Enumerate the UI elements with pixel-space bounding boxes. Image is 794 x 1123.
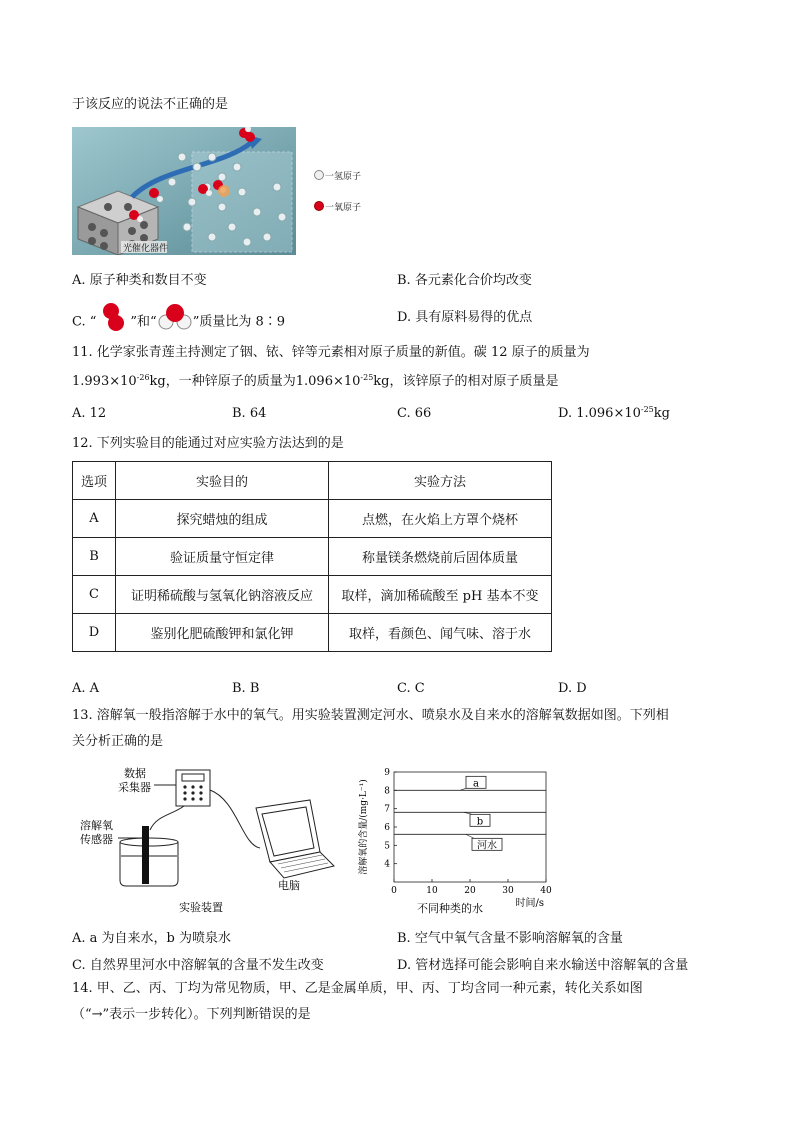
x-tick-label: 0 [391, 886, 397, 896]
header-method: 实验方法 [329, 462, 552, 500]
table-row [73, 500, 552, 538]
q12-option-c[interactable]: C. C [397, 681, 425, 696]
hydrogen-atom-icon [314, 170, 324, 180]
chart-svg [350, 762, 560, 918]
q12-option-b[interactable]: B. B [232, 681, 260, 696]
zinc-mass-exponent: -25 [360, 373, 374, 382]
q12-table [72, 461, 552, 652]
experiment-apparatus [72, 760, 342, 920]
q11-line2-end: kg，该锌原子的相对原子质量是 [373, 374, 559, 389]
x-tick-label: 20 [464, 886, 476, 896]
zoom-frame [192, 152, 292, 252]
q14-line2: （“→”表示一步转化）。下列判断错误的是 [72, 1007, 311, 1022]
sensor-label-1: 溶解氧 [80, 819, 113, 832]
table-cell: 证明稀硫酸与氢氧化钠溶液反应 [116, 576, 329, 614]
collector-label-2: 采集器 [118, 781, 151, 794]
q10-option-a[interactable]: A. 原子种类和数目不变 [72, 273, 207, 288]
laptop-computer [256, 800, 334, 878]
q11-line2-mid: kg，一种锌原子的质量为 [149, 374, 296, 389]
table-row [73, 538, 552, 576]
header-option: 选项 [73, 462, 116, 500]
apparatus-svg [72, 760, 342, 920]
series-leader-line [466, 834, 474, 838]
header-purpose: 实验目的 [116, 462, 329, 500]
q10-option-c[interactable] [72, 302, 285, 330]
table-cell: 称量镁条燃烧前后固体质量 [329, 538, 552, 576]
legend-oxygen [314, 200, 361, 213]
y-tick-label: 5 [384, 841, 390, 852]
q13-option-c[interactable]: C. 自然界里河水中溶解氧的含量不发生改变 [72, 958, 324, 973]
q12-stem: 12. 下列实验目的能通过对应实验方法达到的是 [72, 436, 344, 451]
table-row [73, 576, 552, 614]
q13-option-a[interactable]: A. a 为自来水，b 为喷泉水 [72, 931, 231, 946]
table-cell: 点燃，在火焰上方罩个烧杯 [329, 500, 552, 538]
apparatus-caption: 实验装置 [179, 901, 223, 914]
zinc-mass-base: 1.096×10 [295, 374, 361, 389]
series-label-b: b [476, 816, 484, 828]
q13-line1: 13. 溶解氧一般指溶解于水中的氧气。用实验装置测定河水、喷泉水及自来水的溶解氧数据如图。下列相 [72, 708, 669, 723]
legend-hydrogen [314, 169, 361, 182]
q11-option-b[interactable]: B. 64 [232, 406, 267, 421]
dissolved-oxygen-chart [350, 762, 560, 918]
table-cell: D [73, 614, 116, 652]
table-cell: 探究蜡烛的组成 [116, 500, 329, 538]
table-header-row [73, 462, 552, 500]
x-tick-label: 40 [540, 886, 552, 896]
option-c-prefix: C. “ [72, 314, 97, 330]
table-cell: A [73, 500, 116, 538]
q11-line1: 11. 化学家张青莲主持测定了铟、铱、锌等元素相对原子质量的新值。碳 12 原子的质量为 [72, 345, 590, 360]
q11-option-d-base: D. 1.096×10 [558, 406, 641, 421]
option-c-suffix: ”质量比为 8∶9 [192, 314, 286, 330]
water-molecule-icon [157, 303, 193, 341]
y-axis-label: 溶解氧的含量/(mg·L⁻¹) [359, 779, 369, 875]
figure-label: 光催化器件 [123, 244, 169, 254]
q13-line2: 关分析正确的是 [72, 734, 164, 749]
table-cell: 鉴别化肥硫酸钾和氯化钾 [116, 614, 329, 652]
q10-figure-svg [72, 127, 296, 255]
q12-option-d[interactable]: D. D [558, 681, 587, 696]
legend-hydrogen-label: 一氢原子 [325, 172, 362, 182]
q11-option-d-exponent: -25 [640, 405, 654, 414]
chart-caption: 不同种类的水 [417, 902, 483, 915]
table-cell: 取样，看颜色、闻气味、溶于水 [329, 614, 552, 652]
q11-option-c[interactable]: C. 66 [397, 406, 432, 421]
x-tick-label: 10 [426, 886, 438, 896]
q11-option-d[interactable] [558, 406, 670, 421]
series-label-河水: 河水 [477, 840, 497, 852]
option-c-mid: ”和“ [130, 314, 157, 330]
y-tick-label: 4 [384, 859, 390, 870]
table-cell: 取样，滴加稀硫酸至 pH 基本不变 [329, 576, 552, 614]
q10-stem-tail: 于该反应的说法不正确的是 [72, 97, 229, 112]
computer-label: 电脑 [278, 879, 300, 892]
q10-option-b[interactable]: B. 各元素化合价均改变 [397, 273, 532, 288]
x-axis-label: 时间/s [515, 898, 544, 909]
table-cell: B [73, 538, 116, 576]
carbon-mass-exponent: -26 [136, 373, 150, 382]
x-tick-label: 30 [502, 886, 514, 896]
q12-option-a[interactable]: A. A [72, 681, 100, 696]
oxygen-molecule-icon [96, 302, 130, 342]
series-label-a: a [473, 778, 479, 790]
collector-label-1: 数据 [124, 767, 146, 780]
y-tick-label: 9 [384, 768, 390, 778]
q13-option-b[interactable]: B. 空气中氧气含量不影响溶解氧的含量 [397, 931, 623, 946]
table-row [73, 614, 552, 652]
carbon-mass-base: 1.993×10 [72, 374, 137, 389]
table-cell: 验证质量守恒定律 [116, 538, 329, 576]
q11-option-d-unit: kg [653, 406, 670, 421]
y-tick-label: 6 [384, 823, 390, 833]
oxygen-atom-icon [314, 201, 324, 211]
sensor-label-2: 传感器 [80, 833, 113, 846]
table-cell: C [73, 576, 116, 614]
q14-line1: 14. 甲、乙、丙、丁均为常见物质，甲、乙是金属单质，甲、丙、丁均含同一种元素，转化关系如图 [72, 981, 643, 996]
oxygen-sensor [142, 826, 149, 884]
y-tick-label: 7 [384, 804, 390, 815]
q10-option-d[interactable]: D. 具有原料易得的优点 [397, 310, 533, 325]
q11-option-a[interactable]: A. 12 [72, 406, 107, 421]
legend-oxygen-label: 一氧原子 [325, 203, 362, 213]
q13-option-d[interactable]: D. 管材选择可能会影响自来水输送中溶解氧的含量 [397, 958, 689, 973]
q11-line2 [72, 373, 559, 391]
q10-reaction-figure [72, 127, 296, 255]
y-tick-label: 8 [384, 786, 390, 797]
